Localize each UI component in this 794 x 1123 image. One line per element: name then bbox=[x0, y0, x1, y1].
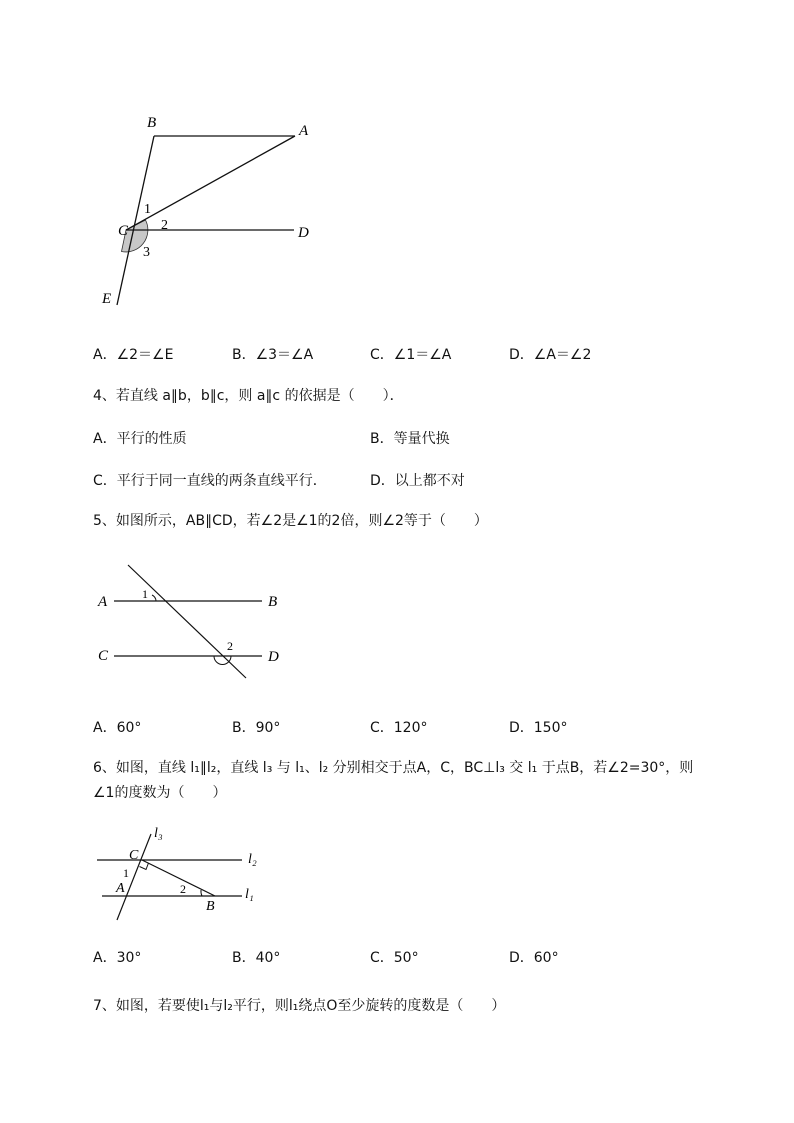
figure-q3-svg bbox=[90, 108, 330, 313]
label-1: 1 bbox=[144, 202, 151, 217]
figure-q5 bbox=[90, 560, 290, 685]
label-A: A bbox=[116, 881, 125, 896]
label-1: 1 bbox=[142, 587, 148, 601]
q5-option-a[interactable]: A．60° bbox=[93, 720, 142, 736]
label-l2: l₂ bbox=[248, 852, 257, 867]
q3-option-a[interactable]: A．∠2＝∠E bbox=[93, 347, 174, 363]
angle-1-arc bbox=[152, 595, 156, 601]
q6-stem-line1: 6、如图，直线 l₁∥l₂，直线 l₃ 与 l₁、l₂ 分别相交于点A，C，BC⊥l₃ 交 l₁ 于点B，若∠2=30°，则 bbox=[93, 760, 694, 776]
figure-q5-svg bbox=[90, 560, 290, 685]
q3-option-b[interactable]: B．∠3＝∠A bbox=[232, 347, 314, 363]
label-3: 3 bbox=[143, 245, 150, 260]
q5-option-d[interactable]: D．150° bbox=[509, 720, 568, 736]
angle-2-arc bbox=[214, 656, 231, 665]
label-B: B bbox=[268, 594, 278, 610]
label-D: D bbox=[298, 225, 309, 241]
label-A: A bbox=[98, 594, 108, 610]
label-2: 2 bbox=[161, 218, 168, 233]
q5-option-b[interactable]: B．90° bbox=[232, 720, 281, 736]
transversal bbox=[128, 565, 246, 678]
q6-option-c[interactable]: C．50° bbox=[370, 950, 419, 966]
label-A: A bbox=[299, 123, 309, 139]
q3-option-c[interactable]: C．∠1＝∠A bbox=[370, 347, 452, 363]
label-B: B bbox=[147, 115, 157, 131]
right-angle-mark bbox=[140, 863, 149, 870]
q7-stem: 7、如图，若要使l₁与l₂平行，则l₁绕点O至少旋转的度数是（ ） bbox=[93, 998, 506, 1014]
q4-option-d[interactable]: D．以上都不对 bbox=[370, 473, 465, 489]
label-C: C bbox=[98, 648, 109, 664]
label-E: E bbox=[102, 291, 112, 307]
label-2: 2 bbox=[180, 882, 186, 896]
q6-option-b[interactable]: B．40° bbox=[232, 950, 281, 966]
label-l3: l₃ bbox=[154, 826, 163, 841]
label-D: D bbox=[268, 649, 279, 665]
q5-option-c[interactable]: C．120° bbox=[370, 720, 428, 736]
q4-option-a[interactable]: A．平行的性质 bbox=[93, 431, 187, 447]
segment-CB bbox=[142, 860, 215, 896]
line-BE bbox=[117, 136, 154, 305]
q6-option-d[interactable]: D．60° bbox=[509, 950, 559, 966]
q3-option-d[interactable]: D．∠A＝∠2 bbox=[509, 347, 592, 363]
label-B: B bbox=[206, 899, 215, 914]
label-1: 1 bbox=[123, 866, 129, 880]
figure-q3 bbox=[90, 108, 330, 313]
q4-option-c[interactable]: C．平行于同一直线的两条直线平行． bbox=[93, 473, 327, 489]
q5-stem: 5、如图所示，AB∥CD，若∠2是∠1的2倍，则∠2等于（ ） bbox=[93, 513, 488, 529]
label-2: 2 bbox=[227, 639, 233, 653]
angle-2-arc bbox=[201, 890, 202, 896]
figure-q6-svg bbox=[90, 822, 270, 924]
label-C: C bbox=[118, 223, 129, 239]
q6-option-a[interactable]: A．30° bbox=[93, 950, 142, 966]
figure-q6 bbox=[90, 822, 270, 924]
q4-option-b[interactable]: B．等量代换 bbox=[370, 431, 450, 447]
q4-stem: 4、若直线 a∥b，b∥c，则 a∥c 的依据是（ ）． bbox=[93, 388, 404, 404]
label-C: C bbox=[129, 848, 139, 863]
q6-stem-line2: ∠1的度数为（ ） bbox=[93, 785, 227, 801]
label-l1: l₁ bbox=[245, 887, 254, 902]
